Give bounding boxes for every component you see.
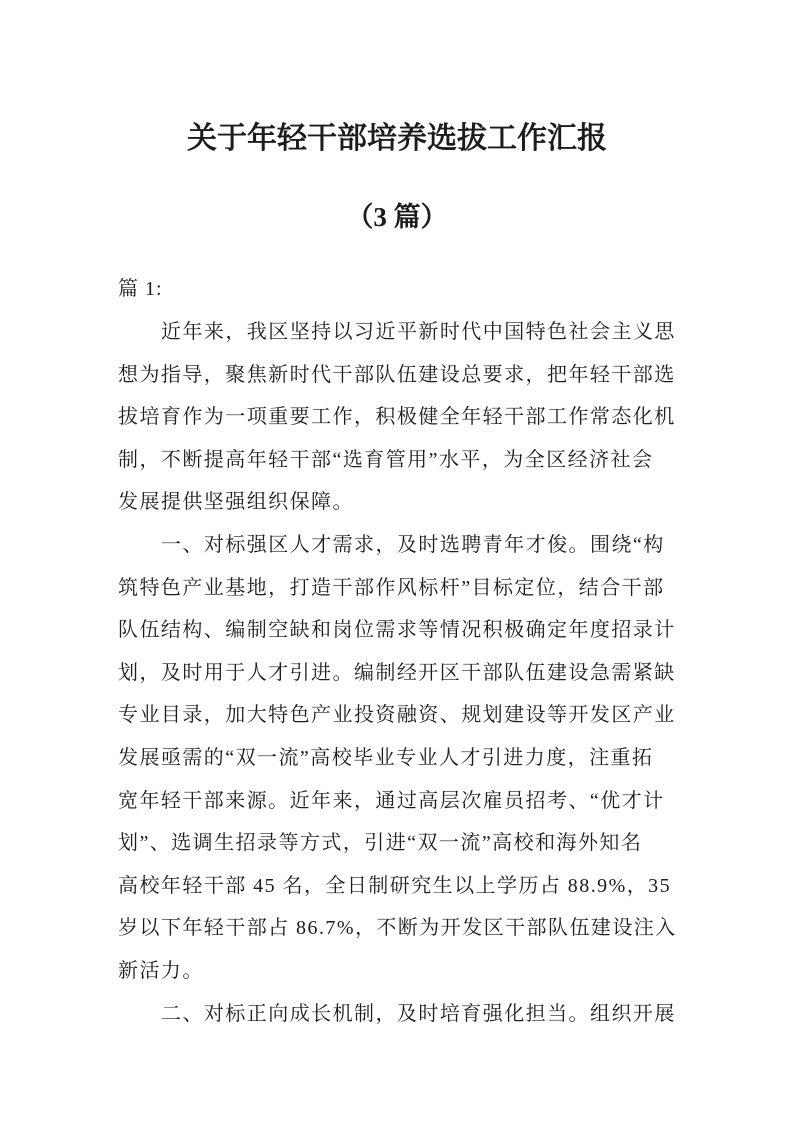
section-label: 篇 1:: [118, 278, 163, 300]
text-line: 近年来，我区坚持以习近平新时代中国特色社会主义思: [161, 321, 676, 343]
text-line: 二、对标正向成长机制，及时培育强化担当。组织开展: [161, 1002, 676, 1025]
document-subtitle: （3 篇）: [346, 202, 448, 232]
text-line: 队伍结构、编制空缺和岗位需求等情况积极确定年度招录计: [118, 619, 676, 642]
text-line: 一、对标强区人才需求，及时选聘青年才俊。围绕“构: [161, 533, 665, 556]
text-line: 筑特色产业基地，打造干部作风标杆”目标定位，结合干部: [118, 576, 665, 599]
text-line: 拔培育作为一项重要工作，积极健全年轻干部工作常态化机: [118, 406, 676, 429]
text-line: 高校年轻干部 45 名，全日制研究生以上学历占 88.9%，35: [118, 874, 672, 897]
text-line: 岁以下年轻干部占 86.7%，不断为开发区干部队伍建设注入: [118, 917, 677, 940]
text-line: 划，及时用于人才引进。编制经开区干部队伍建设急需紧缺: [118, 661, 676, 684]
text-line: 制，不断提高年轻干部“选育管用”水平，为全区经济社会: [118, 448, 654, 471]
text-line: 专业目录，加大特色产业投资融资、规划建设等开发区产业: [118, 704, 676, 727]
text-line: 发展亟需的“双一流”高校毕业专业人才引进力度，注重拓: [118, 746, 654, 769]
text-line: 划”、选调生招录等方式，引进“双一流”高校和海外知名: [118, 832, 643, 855]
text-line: 发展提供坚强组织保障。: [118, 491, 354, 514]
text-line: 新活力。: [118, 959, 204, 982]
document-body: [118, 311, 676, 1035]
document-title: 关于年轻干部培养选拔工作汇报: [187, 122, 607, 155]
text-line: 宽年轻干部来源。近年来，通过高层次雇员招考、“优才计: [118, 789, 665, 812]
text-line: 想为指导，聚焦新时代干部队伍建设总要求，把年轻干部选: [118, 363, 676, 386]
